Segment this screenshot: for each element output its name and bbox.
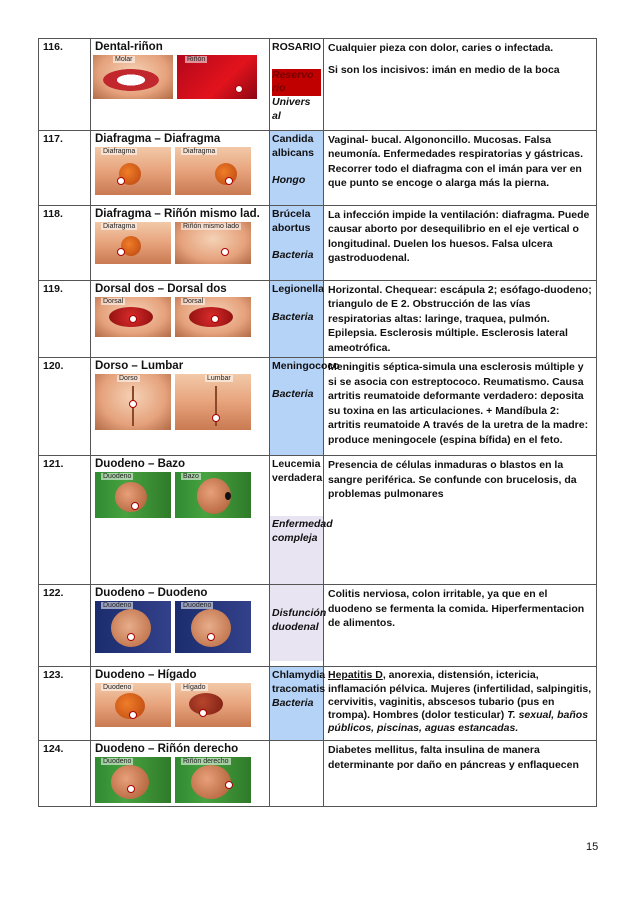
row-images — [95, 757, 266, 803]
organ-shape — [111, 609, 151, 647]
image-caption: Hígado — [183, 684, 206, 692]
description-text: , anorexia, distensión, ictericia, inflamación pélvica. Mujeres (infertilidad, salpingitis, cervivitis, vaginitis, abscesos tubario (pus en trompa). Hombres (dolor testicular) — [328, 669, 592, 721]
row-title — [91, 456, 270, 585]
torso-photo — [95, 222, 171, 264]
table-row — [39, 281, 597, 358]
germ-cell — [270, 281, 324, 358]
germ-name: Legionella — [272, 283, 324, 295]
point-marker — [129, 711, 137, 719]
torso-photo — [95, 147, 171, 195]
row-title-text: Dorsal dos – Dorsal dos — [95, 283, 227, 295]
germ-cell — [270, 39, 324, 131]
point-marker — [129, 400, 137, 408]
row-number: 117. — [39, 131, 91, 206]
page-number: 15 — [586, 841, 599, 853]
remedies-table — [38, 38, 597, 807]
germ-cell — [270, 741, 324, 807]
image-caption: Duodeno — [103, 473, 132, 481]
row-title-text: Dorso – Lumbar — [95, 360, 184, 373]
germ-name: Meningococo — [272, 360, 340, 373]
torso-photo — [95, 757, 171, 803]
table-row — [39, 131, 597, 206]
row-title — [91, 281, 270, 358]
row-title-text: Diafragma – Riñón mismo lad. — [95, 208, 260, 220]
row-images — [95, 683, 266, 727]
row-number: 119. — [39, 281, 91, 358]
germ-type-box — [270, 585, 327, 661]
row-number: 120. — [39, 358, 91, 456]
row-images — [95, 147, 266, 195]
image-caption: Dorsal — [183, 298, 204, 305]
description-cell: La infección impide la ventilación: diafragma. Puede causar aborto por desequilibrio en el eje vertical o longitudinal. Duelen los huesos. Falsa ulcera gastroduodenal. — [324, 206, 597, 281]
organ-shape — [191, 609, 231, 647]
point-marker — [117, 177, 125, 185]
image-caption: Diafragma — [103, 148, 136, 155]
germ-cell — [270, 206, 324, 281]
point-marker — [212, 414, 220, 422]
table-row — [39, 358, 597, 456]
row-number: 122. — [39, 585, 91, 667]
torso-photo — [175, 683, 251, 727]
mouth-shape — [103, 69, 159, 91]
image-caption: Lumbar — [207, 375, 231, 383]
germ-type: Bacteria — [272, 310, 314, 323]
row-title — [91, 131, 270, 206]
point-marker — [211, 315, 219, 323]
row-number: 116. — [39, 39, 91, 131]
row-title-text: Duodeno – Duodeno — [95, 587, 208, 600]
germ-type-box — [270, 516, 333, 584]
table-row — [39, 456, 597, 585]
row-title — [91, 585, 270, 667]
germ-name: Chlamydia tracomatis — [272, 669, 326, 696]
row-title — [91, 358, 270, 456]
back-photo — [95, 297, 171, 337]
germ-cell — [270, 131, 324, 206]
point-marker — [225, 177, 233, 185]
image-caption: Riñón mismo lado — [183, 223, 240, 230]
image-caption: Riñón — [187, 56, 206, 63]
mouth-photo — [93, 55, 173, 99]
row-images — [93, 55, 266, 99]
table-row — [39, 206, 597, 281]
germ-name: Brúcela abortus — [272, 208, 311, 234]
back-photo — [177, 55, 257, 99]
row-number: 123. — [39, 667, 91, 741]
germ-type: Enfermedad compleja — [272, 518, 333, 545]
torso-photo — [95, 601, 171, 653]
row-images — [95, 472, 266, 518]
point-marker — [117, 248, 125, 256]
row-title-text: Duodeno – Hígado — [95, 669, 197, 682]
germ-cell — [270, 456, 333, 585]
description-line: Si son los incisivos: imán en medio de la boca — [328, 64, 560, 77]
point-marker — [225, 781, 233, 789]
germ-type: Disfunción duodenal — [272, 607, 327, 634]
image-caption: Bazo — [183, 473, 199, 481]
image-caption: Diafragma — [183, 148, 216, 155]
row-title-text: Dental-riñon — [95, 41, 163, 53]
image-caption: Molar — [115, 56, 133, 63]
image-caption: Riñón derecho — [183, 758, 229, 766]
germ-cell — [270, 667, 324, 741]
torso-photo — [95, 472, 171, 518]
description-cell: Diabetes mellitus, falta insulina de manera determinante por daño en páncreas y enflaquecen — [324, 741, 597, 807]
description-cell — [324, 39, 597, 131]
germ-name: ROSARIO — [272, 41, 322, 53]
torso-photo — [95, 683, 171, 727]
torso-photo — [175, 757, 251, 803]
description-cell: Horizontal. Chequear: escápula 2; esófago-duodeno; triangulo de E 2. Obstrucción de las vías respiratorias altas: laringe, traquea, pulmón. Epilepsia. Esclerosis múltiple. Esclerosis lateral ameotrófica. — [324, 281, 597, 358]
row-title — [91, 741, 270, 807]
point-marker — [129, 315, 137, 323]
description-highlight: Hepatitis D — [328, 669, 383, 682]
germ-type: Hongo — [272, 174, 306, 187]
back-photo — [95, 374, 171, 430]
image-caption: Dorso — [119, 375, 138, 383]
row-number: 118. — [39, 206, 91, 281]
row-number: 121. — [39, 456, 91, 585]
row-title — [91, 206, 270, 281]
row-images — [95, 222, 266, 264]
torso-photo — [175, 472, 251, 518]
description-italic: T. sexual, baños públicos, piscinas, aguas estancadas. — [328, 708, 589, 734]
description-cell: Meningitis séptica-simula una esclerosis múltiple y si se asocia con estreptococo. Reumatismo. Causa artritis reumatoide deformante verdadero: deposita su toxina en las articulaciones. + Mandíbula 2: artritis reumatoide A través de la uretra de la madre: produce meningocele (espina bífida) en el feto. — [324, 358, 597, 456]
row-images — [95, 374, 266, 430]
torso-photo — [175, 601, 251, 653]
table-row — [39, 585, 597, 667]
description-cell: Colitis nerviosa, colon irritable, ya que en el duodeno se fermenta la comida. Hiperfermentacion de alimentos. — [324, 585, 597, 667]
point-marker — [199, 709, 207, 717]
row-images — [95, 601, 266, 653]
germ-cell — [270, 585, 327, 667]
row-title — [91, 39, 270, 131]
table-row — [39, 667, 597, 741]
point-marker — [221, 248, 229, 256]
description-cell: Presencia de células inmaduras o blastos en la sangre periférica. Se confunde con brucelosis, da problemas pulmonares — [324, 456, 597, 585]
table-row — [39, 39, 597, 131]
germ-type: Bacteria — [272, 249, 314, 262]
table-row — [39, 741, 597, 807]
row-title-text: Diafragma – Diafragma — [95, 133, 221, 145]
germ-type: Bacteria — [272, 388, 314, 401]
description-cell: Vaginal- bucal. Algononcillo. Mucosas. Falsa neumonía. Enfermedades respiratorias y gástricas. Recorrer todo el diafragma con el imán para ver en que punto se encoge o alarga más la pierna. — [324, 131, 597, 206]
row-title-text: Duodeno – Riñón derecho — [95, 743, 239, 756]
image-caption: Dorsal — [103, 298, 124, 305]
image-caption: Duodeno — [103, 602, 132, 610]
row-title-text: Duodeno – Bazo — [95, 458, 186, 471]
torso-photo — [175, 147, 251, 195]
back-photo — [175, 222, 251, 264]
row-number: 124. — [39, 741, 91, 807]
image-caption: Duodeno — [103, 684, 132, 692]
germ-type-rest: Univers al — [272, 95, 311, 122]
image-caption: Diafragma — [103, 223, 136, 230]
image-caption: Duodeno — [103, 758, 132, 766]
germ-type: Bacteria — [272, 696, 314, 709]
point-marker — [235, 85, 243, 93]
description-line: Cualquier pieza con dolor, caries o infectada. — [328, 42, 554, 54]
image-caption: Duodeno — [183, 602, 212, 610]
germ-cell — [270, 358, 340, 456]
back-photo — [175, 374, 251, 430]
germ-name: Candida albicans — [272, 133, 315, 159]
row-images — [95, 297, 266, 337]
germ-name: Leucemia verdadera — [272, 458, 323, 485]
description-cell — [324, 667, 597, 741]
germ-type-red: Reservo rio — [272, 69, 321, 96]
back-photo — [175, 297, 251, 337]
organ-shape — [111, 765, 149, 799]
row-title — [91, 667, 270, 741]
